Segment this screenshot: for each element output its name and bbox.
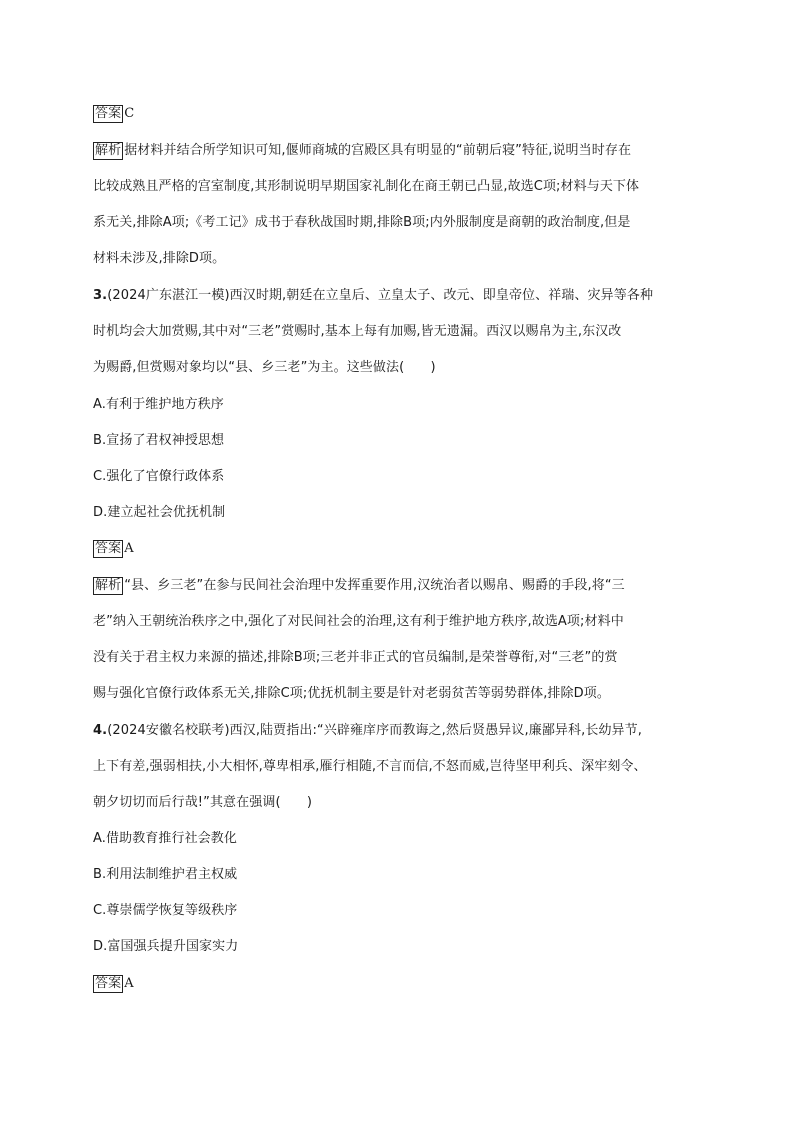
- analysis-line: 赐与强化官僚行政体系无关,排除C项;优抚机制主要是针对老弱贫苦等弱势群体,排除D项。: [93, 686, 610, 701]
- option-b[interactable]: B.利用法制维护君主权威: [93, 867, 238, 882]
- question-3-stem-line: 时机均会大加赏赐,其中对“三老”赏赐时,基本上每有加赐,皆无遗漏。西汉以赐帛为主,东汉改: [93, 324, 622, 339]
- option-b[interactable]: B.宣扬了君权神授思想: [93, 433, 225, 448]
- analysis-label: 解析: [95, 578, 122, 593]
- analysis-text: 据材料并结合所学知识可知,偃师商城的宫殿区具有明显的“前朝后寝”特征,说明当时存在: [124, 143, 632, 158]
- analysis-line: 没有关于君主权力来源的描述,排除B项;三老并非正式的官员编制,是荣誉尊衔,对“三老”的赏: [93, 650, 618, 665]
- analysis-line: 系无关,排除A项;《考工记》成书于春秋战国时期,排除B项;内外服制度是商朝的政治制度,但是: [93, 215, 631, 230]
- analysis-line: 比较成熟且严格的宫室制度,其形制说明早期国家礼制化在商王朝已凸显,故选C项;材料与天下体: [93, 179, 640, 194]
- answer-label: 答案: [95, 541, 122, 556]
- answer-value: A: [124, 976, 134, 991]
- option-a[interactable]: A.有利于维护地方秩序: [93, 397, 224, 412]
- analysis-text: “县、乡三老”在参与民间社会治理中发挥重要作用,汉统治者以赐帛、赐爵的手段,将“三: [124, 578, 625, 593]
- option-d[interactable]: D.富国强兵提升国家实力: [93, 939, 239, 954]
- answer-value: A: [124, 541, 134, 556]
- question-number: 4.: [93, 723, 108, 738]
- option-a[interactable]: A.借助教育推行社会教化: [93, 831, 237, 846]
- analysis-line: [93, 577, 625, 595]
- answer-row-q3: [93, 540, 134, 558]
- analysis-line: 材料未涉及,排除D项。: [93, 251, 226, 266]
- question-4-stem-line: 上下有差,强弱相扶,小大相怀,尊卑相承,雁行相随,不言而信,不怒而威,岂待坚甲利兵、深牢刻令、: [93, 759, 647, 774]
- question-3-stem-line: 为赐爵,但赏赐对象均以“县、乡三老”为主。这些做法( ): [93, 360, 436, 375]
- answer-label: 答案: [95, 106, 122, 121]
- answer-value: C: [124, 106, 135, 121]
- analysis-line: 老”纳入王朝统治秩序之中,强化了对民间社会的治理,这有利于维护地方秩序,故选A项;材料中: [93, 614, 624, 629]
- question-4-stem-line: [93, 722, 642, 740]
- analysis-line: [93, 142, 631, 160]
- question-text: (2024广东湛江一模)西汉时期,朝廷在立皇后、立皇太子、改元、即皇帝位、祥瑞、灾异等各种: [107, 288, 654, 303]
- option-d[interactable]: D.建立起社会优抚机制: [93, 505, 226, 520]
- analysis-label: 解析: [95, 143, 122, 158]
- option-c[interactable]: C.尊崇儒学恢复等级秩序: [93, 903, 238, 918]
- question-text: (2024安徽名校联考)西汉,陆贾指出:“兴辟雍庠序而教诲之,然后贤愚异议,廉鄙异科,长幼异节,: [107, 723, 642, 738]
- option-c[interactable]: C.强化了官僚行政体系: [93, 469, 225, 484]
- answer-row-q4: [93, 975, 134, 993]
- question-3-stem-line: [93, 287, 653, 305]
- answer-label: 答案: [95, 976, 122, 991]
- answer-row-q2: [93, 105, 134, 123]
- question-4-stem-line: 朝夕切切而后行哉!”其意在强调( ): [93, 795, 312, 810]
- question-number: 3.: [93, 288, 108, 303]
